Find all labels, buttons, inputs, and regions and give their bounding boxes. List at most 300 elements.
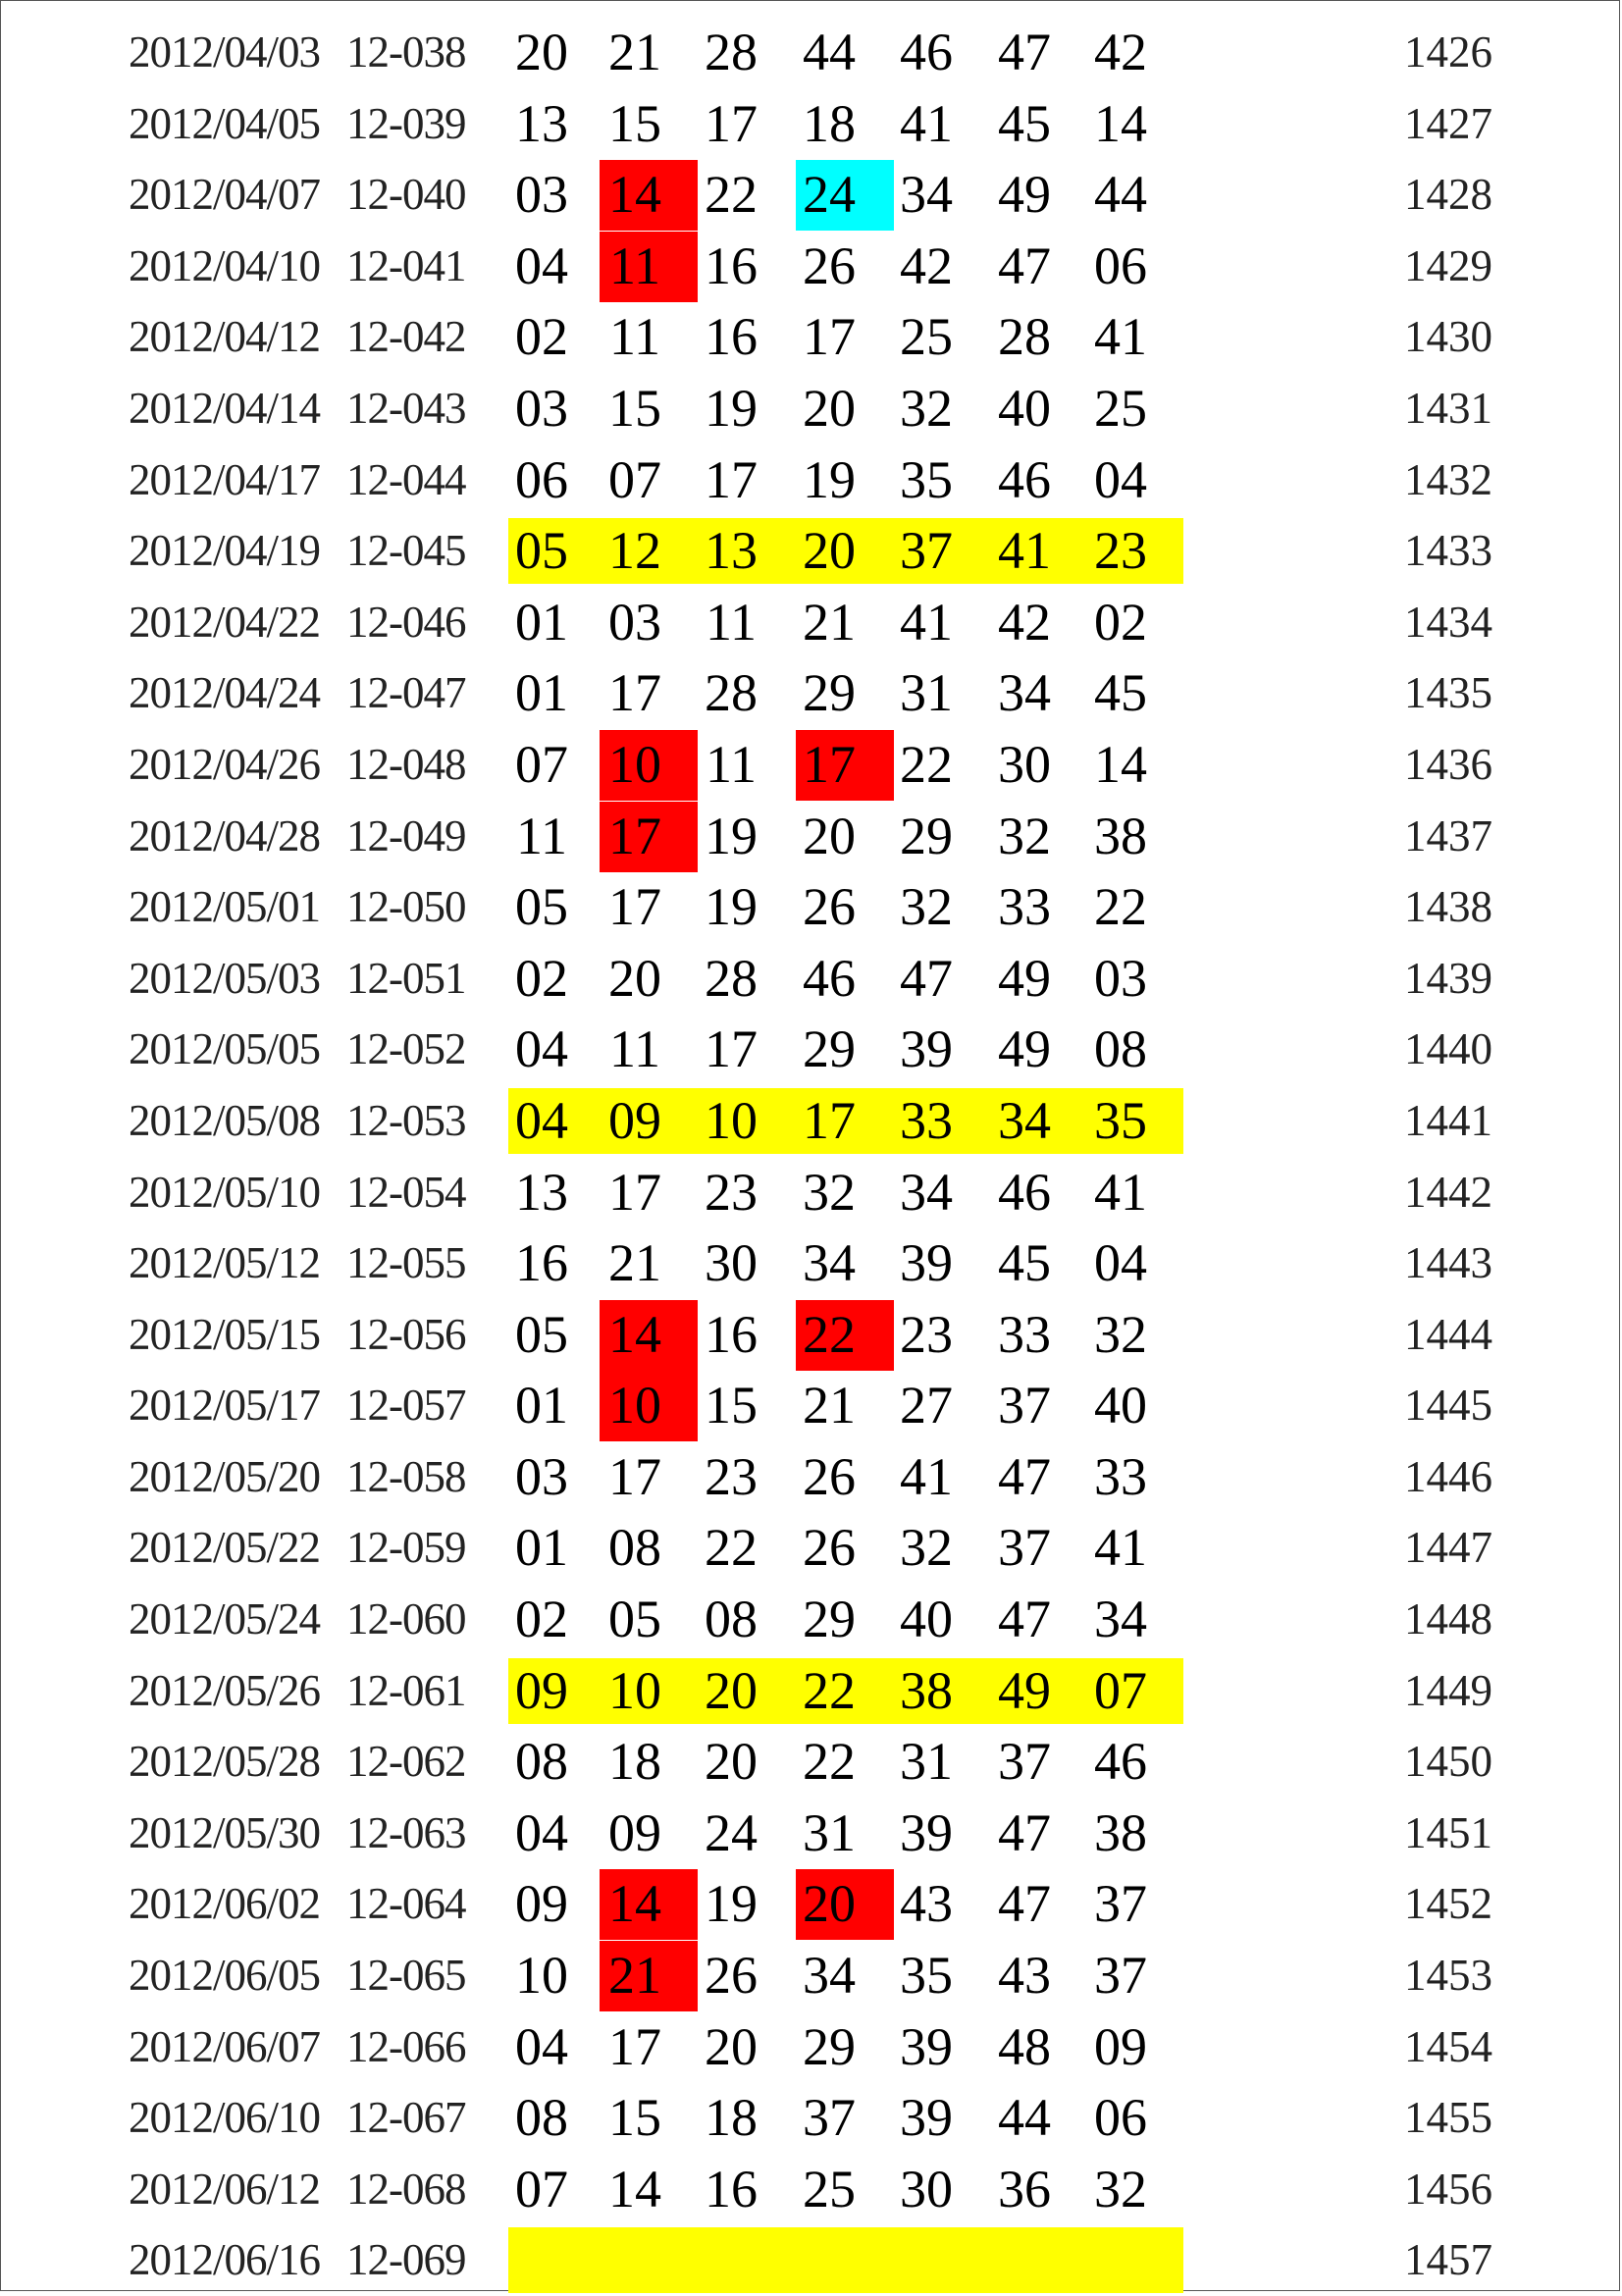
drawn-number: 34 — [900, 165, 953, 225]
drawn-number: 04 — [515, 235, 568, 295]
drawn-number: 14 — [1094, 734, 1147, 794]
drawn-number: 07 — [515, 734, 568, 794]
drawn-number: 17 — [705, 1019, 758, 1079]
drawn-number: 43 — [998, 1946, 1051, 2006]
table-row — [1, 1512, 1621, 1584]
drawn-number: 47 — [998, 1802, 1051, 1862]
issue-number: 12-064 — [346, 1879, 466, 1929]
table-row — [1, 444, 1621, 516]
drawn-number: 34 — [998, 663, 1051, 723]
sequence-number: 1431 — [1404, 383, 1492, 433]
table-row — [1, 1868, 1621, 1940]
drawn-number: 18 — [803, 93, 856, 153]
drawn-number: 07 — [608, 449, 661, 509]
drawn-number: 16 — [515, 1233, 568, 1293]
drawn-number: 28 — [998, 307, 1051, 367]
drawn-number: 15 — [608, 93, 661, 153]
drawn-number: 46 — [900, 23, 953, 81]
drawn-number: 03 — [515, 165, 568, 225]
drawn-number: 20 — [705, 1660, 758, 1720]
drawn-number: 37 — [998, 1518, 1051, 1578]
sequence-number: 1438 — [1404, 882, 1492, 932]
drawn-number: 04 — [1094, 449, 1147, 509]
table-row — [1, 1157, 1621, 1228]
drawn-number: 41 — [900, 592, 953, 652]
drawn-number: 34 — [900, 1162, 953, 1222]
sequence-number: 1450 — [1404, 1737, 1492, 1787]
sequence-number: 1432 — [1404, 454, 1492, 504]
issue-number: 12-040 — [346, 170, 466, 220]
drawn-number: 03 — [515, 378, 568, 438]
sequence-number: 1447 — [1404, 1523, 1492, 1573]
drawn-number: 17 — [608, 2016, 661, 2076]
table-row — [1, 1798, 1621, 1869]
drawn-number: 04 — [515, 1090, 568, 1150]
drawn-number: 47 — [998, 1590, 1051, 1649]
drawn-number: 32 — [1094, 2159, 1147, 2218]
issue-number: 12-058 — [346, 1451, 466, 1501]
drawn-number: 01 — [515, 1376, 568, 1435]
drawn-number: 07 — [1094, 1660, 1147, 1720]
drawn-number: 24 — [803, 165, 856, 225]
draw-date: 2012/06/02 — [129, 1879, 321, 1929]
drawn-number: 09 — [515, 1874, 568, 1934]
drawn-number: 12 — [608, 521, 661, 581]
draw-date: 2012/04/26 — [129, 739, 321, 789]
drawn-number: 29 — [900, 806, 953, 865]
drawn-number: 21 — [608, 1946, 661, 2006]
drawn-number: 14 — [608, 1874, 661, 1934]
table-row — [1, 801, 1621, 872]
draw-date: 2012/04/05 — [129, 98, 321, 148]
drawn-number: 09 — [1094, 2016, 1147, 2076]
table-row — [1, 1441, 1621, 1513]
drawn-number: 08 — [515, 1732, 568, 1792]
drawn-number: 29 — [803, 1590, 856, 1649]
issue-number: 12-043 — [346, 383, 466, 433]
drawn-number: 37 — [803, 2088, 856, 2148]
drawn-number: 11 — [609, 307, 660, 367]
drawn-number: 44 — [998, 2088, 1051, 2148]
drawn-number: 11 — [609, 235, 660, 295]
issue-number: 12-049 — [346, 810, 466, 861]
drawn-number: 08 — [608, 1518, 661, 1578]
drawn-number: 32 — [900, 378, 953, 438]
drawn-number: 19 — [705, 378, 758, 438]
drawn-number: 13 — [515, 1162, 568, 1222]
sequence-number: 1446 — [1404, 1451, 1492, 1501]
sequence-number: 1449 — [1404, 1665, 1492, 1715]
table-row — [1, 231, 1621, 302]
table-row — [1, 1726, 1621, 1798]
draw-date: 2012/04/22 — [129, 597, 321, 647]
results-table — [1, 17, 1621, 2296]
drawn-number: 20 — [705, 1732, 758, 1792]
drawn-number: 16 — [705, 1304, 758, 1364]
drawn-number: 23 — [900, 1304, 953, 1364]
drawn-number: 23 — [705, 1162, 758, 1222]
issue-number: 12-042 — [346, 312, 466, 362]
draw-date: 2012/05/30 — [129, 1807, 321, 1857]
draw-date: 2012/06/07 — [129, 2021, 321, 2071]
drawn-number: 02 — [515, 948, 568, 1008]
drawn-number: 13 — [515, 93, 568, 153]
sequence-number: 1451 — [1404, 1807, 1492, 1857]
drawn-number: 19 — [803, 449, 856, 509]
drawn-number: 06 — [1094, 235, 1147, 295]
issue-number: 12-069 — [346, 2235, 466, 2285]
drawn-number: 15 — [608, 2088, 661, 2148]
draw-date: 2012/04/17 — [129, 454, 321, 504]
drawn-number: 22 — [803, 1732, 856, 1792]
sequence-number: 1445 — [1404, 1381, 1492, 1431]
draw-date: 2012/05/12 — [129, 1238, 321, 1288]
drawn-number: 16 — [705, 307, 758, 367]
drawn-number: 23 — [705, 1446, 758, 1506]
drawn-number: 10 — [515, 1946, 568, 2006]
drawn-number: 09 — [515, 1660, 568, 1720]
table-row — [1, 1370, 1621, 1441]
drawn-number: 22 — [1094, 877, 1147, 937]
table-row — [1, 301, 1621, 373]
issue-number: 12-065 — [346, 1951, 466, 2001]
drawn-number: 39 — [900, 1233, 953, 1293]
drawn-number: 41 — [1094, 307, 1147, 367]
drawn-number: 49 — [998, 948, 1051, 1008]
sequence-number: 1428 — [1404, 170, 1492, 220]
table-row — [1, 88, 1621, 160]
drawn-number: 11 — [609, 1019, 660, 1079]
drawn-number: 08 — [1094, 1019, 1147, 1079]
draw-date: 2012/06/12 — [129, 2164, 321, 2214]
drawn-number: 04 — [515, 2016, 568, 2076]
table-row — [1, 1584, 1621, 1655]
draw-date: 2012/04/12 — [129, 312, 321, 362]
draw-date: 2012/06/10 — [129, 2093, 321, 2143]
drawn-number: 01 — [515, 1518, 568, 1578]
issue-number: 12-047 — [346, 668, 466, 718]
sequence-number: 1439 — [1404, 953, 1492, 1003]
drawn-number: 33 — [900, 1090, 953, 1150]
drawn-number: 30 — [705, 1233, 758, 1293]
drawn-number: 22 — [705, 165, 758, 225]
sequence-number: 1454 — [1404, 2021, 1492, 2071]
table-row — [1, 1227, 1621, 1299]
drawn-number: 31 — [900, 1732, 953, 1792]
table-row — [1, 159, 1621, 231]
issue-number: 12-068 — [346, 2164, 466, 2214]
drawn-number: 45 — [998, 1233, 1051, 1293]
drawn-number: 47 — [998, 235, 1051, 295]
issue-number: 12-046 — [346, 597, 466, 647]
drawn-number: 23 — [1094, 521, 1147, 581]
drawn-number: 35 — [900, 1946, 953, 2006]
drawn-number: 37 — [1094, 1874, 1147, 1934]
drawn-number: 20 — [515, 23, 568, 81]
drawn-number: 04 — [1094, 1233, 1147, 1293]
draw-date: 2012/04/14 — [129, 383, 321, 433]
drawn-number: 28 — [705, 948, 758, 1008]
drawn-number: 46 — [1094, 1732, 1147, 1792]
drawn-number: 29 — [803, 2016, 856, 2076]
drawn-number: 40 — [1094, 1376, 1147, 1435]
drawn-number: 30 — [900, 2159, 953, 2218]
drawn-number: 19 — [705, 1874, 758, 1934]
drawn-number: 42 — [998, 592, 1051, 652]
drawn-number: 38 — [1094, 1802, 1147, 1862]
drawn-number: 18 — [705, 2088, 758, 2148]
drawn-number: 34 — [998, 1090, 1051, 1150]
drawn-number: 07 — [515, 2159, 568, 2218]
sequence-number: 1441 — [1404, 1095, 1492, 1145]
drawn-number: 33 — [998, 1304, 1051, 1364]
table-row — [1, 373, 1621, 444]
drawn-number: 47 — [998, 23, 1051, 81]
draw-date: 2012/05/28 — [129, 1737, 321, 1787]
drawn-number: 21 — [803, 1376, 856, 1435]
drawn-number: 17 — [803, 1090, 856, 1150]
drawn-number: 26 — [803, 1518, 856, 1578]
drawn-number: 41 — [900, 93, 953, 153]
issue-number: 12-056 — [346, 1309, 466, 1359]
table-row — [1, 1085, 1621, 1157]
drawn-number: 41 — [1094, 1162, 1147, 1222]
drawn-number: 29 — [803, 1019, 856, 1079]
drawn-number: 15 — [608, 378, 661, 438]
draw-date: 2012/05/01 — [129, 882, 321, 932]
sequence-number: 1455 — [1404, 2093, 1492, 2143]
sequence-number: 1456 — [1404, 2164, 1492, 2214]
drawn-number: 10 — [608, 734, 661, 794]
sequence-number: 1436 — [1404, 739, 1492, 789]
drawn-number: 38 — [900, 1660, 953, 1720]
table-row — [1, 871, 1621, 943]
drawn-number: 30 — [998, 734, 1051, 794]
sequence-number: 1433 — [1404, 526, 1492, 576]
drawn-number: 38 — [1094, 806, 1147, 865]
sequence-number: 1443 — [1404, 1238, 1492, 1288]
draw-date: 2012/05/05 — [129, 1024, 321, 1074]
sequence-number: 1448 — [1404, 1594, 1492, 1644]
drawn-number: 32 — [998, 806, 1051, 865]
issue-number: 12-044 — [346, 454, 466, 504]
drawn-number: 10 — [608, 1660, 661, 1720]
yellow-highlight-band — [508, 2227, 1183, 2293]
drawn-number: 15 — [705, 1376, 758, 1435]
drawn-number: 08 — [515, 2088, 568, 2148]
drawn-number: 35 — [1094, 1090, 1147, 1150]
drawn-number: 04 — [515, 1019, 568, 1079]
drawn-number: 19 — [705, 806, 758, 865]
drawn-number: 10 — [705, 1090, 758, 1150]
drawn-number: 32 — [1094, 1304, 1147, 1364]
drawn-number: 44 — [1094, 165, 1147, 225]
drawn-number: 06 — [515, 449, 568, 509]
drawn-number: 02 — [1094, 592, 1147, 652]
drawn-number: 36 — [998, 2159, 1051, 2218]
table-row — [1, 2224, 1621, 2296]
draw-date: 2012/04/28 — [129, 810, 321, 861]
drawn-number: 27 — [900, 1376, 953, 1435]
drawn-number: 02 — [515, 307, 568, 367]
drawn-number: 03 — [515, 1446, 568, 1506]
drawn-number: 40 — [998, 378, 1051, 438]
drawn-number: 46 — [998, 1162, 1051, 1222]
drawn-number: 21 — [608, 23, 661, 81]
drawn-number: 11 — [706, 734, 757, 794]
drawn-number: 16 — [705, 2159, 758, 2218]
drawn-number: 13 — [705, 521, 758, 581]
drawn-number: 44 — [803, 23, 856, 81]
drawn-number: 17 — [608, 1162, 661, 1222]
draw-date: 2012/04/03 — [129, 27, 321, 77]
issue-number: 12-057 — [346, 1381, 466, 1431]
drawn-number: 17 — [608, 1446, 661, 1506]
sequence-number: 1437 — [1404, 810, 1492, 861]
drawn-number: 17 — [803, 734, 856, 794]
drawn-number: 20 — [803, 521, 856, 581]
draw-date: 2012/05/22 — [129, 1523, 321, 1573]
drawn-number: 26 — [705, 1946, 758, 2006]
drawn-number: 42 — [900, 235, 953, 295]
drawn-number: 49 — [998, 1019, 1051, 1079]
issue-number: 12-038 — [346, 27, 466, 77]
drawn-number: 22 — [900, 734, 953, 794]
table-row — [1, 2082, 1621, 2154]
sequence-number: 1426 — [1404, 27, 1492, 77]
table-row — [1, 17, 1621, 88]
drawn-number: 26 — [803, 235, 856, 295]
drawn-number: 09 — [608, 1802, 661, 1862]
drawn-number: 09 — [608, 1090, 661, 1150]
draw-date: 2012/04/10 — [129, 240, 321, 290]
drawn-number: 37 — [1094, 1946, 1147, 2006]
drawn-number: 18 — [608, 1732, 661, 1792]
draw-date: 2012/05/10 — [129, 1167, 321, 1217]
drawn-number: 03 — [1094, 948, 1147, 1008]
sequence-number: 1430 — [1404, 312, 1492, 362]
drawn-number: 48 — [998, 2016, 1051, 2076]
table-row — [1, 657, 1621, 729]
drawn-number: 40 — [900, 1590, 953, 1649]
issue-number: 12-062 — [346, 1737, 466, 1787]
drawn-number: 10 — [608, 1376, 661, 1435]
sequence-number: 1453 — [1404, 1951, 1492, 2001]
draw-date: 2012/05/17 — [129, 1381, 321, 1431]
sequence-number: 1444 — [1404, 1309, 1492, 1359]
drawn-number: 21 — [608, 1233, 661, 1293]
sequence-number: 1429 — [1404, 240, 1492, 290]
table-row — [1, 515, 1621, 587]
draw-date: 2012/05/26 — [129, 1665, 321, 1715]
drawn-number: 11 — [516, 806, 567, 865]
table-row — [1, 587, 1621, 658]
drawn-number: 46 — [803, 948, 856, 1008]
sequence-number: 1452 — [1404, 1879, 1492, 1929]
table-row — [1, 1014, 1621, 1085]
drawn-number: 14 — [608, 1304, 661, 1364]
drawn-number: 25 — [803, 2159, 856, 2218]
draw-date: 2012/04/07 — [129, 170, 321, 220]
drawn-number: 33 — [998, 877, 1051, 937]
issue-number: 12-053 — [346, 1095, 466, 1145]
drawn-number: 35 — [900, 449, 953, 509]
drawn-number: 21 — [803, 592, 856, 652]
table-row — [1, 2154, 1621, 2225]
drawn-number: 02 — [515, 1590, 568, 1649]
draw-date: 2012/06/05 — [129, 1951, 321, 2001]
issue-number: 12-066 — [346, 2021, 466, 2071]
sequence-number: 1457 — [1404, 2235, 1492, 2285]
drawn-number: 05 — [515, 1304, 568, 1364]
table-row — [1, 1940, 1621, 2011]
drawn-number: 28 — [705, 23, 758, 81]
drawn-number: 20 — [608, 948, 661, 1008]
drawn-number: 17 — [608, 663, 661, 723]
drawn-number: 01 — [515, 663, 568, 723]
table-row — [1, 729, 1621, 801]
draw-date: 2012/06/16 — [129, 2235, 321, 2285]
drawn-number: 19 — [705, 877, 758, 937]
drawn-number: 34 — [1094, 1590, 1147, 1649]
drawn-number: 20 — [803, 1874, 856, 1934]
drawn-number: 39 — [900, 2088, 953, 2148]
drawn-number: 29 — [803, 663, 856, 723]
drawn-number: 49 — [998, 165, 1051, 225]
drawn-number: 11 — [706, 592, 757, 652]
drawn-number: 14 — [1094, 93, 1147, 153]
draw-date: 2012/05/15 — [129, 1309, 321, 1359]
drawn-number: 28 — [705, 663, 758, 723]
drawn-number: 17 — [608, 877, 661, 937]
issue-number: 12-048 — [346, 739, 466, 789]
issue-number: 12-054 — [346, 1167, 466, 1217]
sequence-number: 1434 — [1404, 597, 1492, 647]
drawn-number: 37 — [998, 1376, 1051, 1435]
drawn-number: 17 — [803, 307, 856, 367]
issue-number: 12-067 — [346, 2093, 466, 2143]
drawn-number: 04 — [515, 1802, 568, 1862]
issue-number: 12-039 — [346, 98, 466, 148]
sequence-number: 1427 — [1404, 98, 1492, 148]
drawn-number: 47 — [998, 1874, 1051, 1934]
drawn-number: 05 — [515, 877, 568, 937]
drawn-number: 26 — [803, 877, 856, 937]
draw-date: 2012/05/03 — [129, 953, 321, 1003]
sequence-number: 1442 — [1404, 1167, 1492, 1217]
drawn-number: 05 — [608, 1590, 661, 1649]
drawn-number: 41 — [998, 521, 1051, 581]
issue-number: 12-063 — [346, 1807, 466, 1857]
drawn-number: 25 — [1094, 378, 1147, 438]
issue-number: 12-052 — [346, 1024, 466, 1074]
drawn-number: 41 — [1094, 1518, 1147, 1578]
drawn-number: 47 — [900, 948, 953, 1008]
drawn-number: 01 — [515, 592, 568, 652]
draw-date: 2012/04/19 — [129, 526, 321, 576]
drawn-number: 16 — [705, 235, 758, 295]
drawn-number: 46 — [998, 449, 1051, 509]
drawn-number: 20 — [803, 378, 856, 438]
drawn-number: 47 — [998, 1446, 1051, 1506]
drawn-number: 49 — [998, 1660, 1051, 1720]
drawn-number: 22 — [803, 1304, 856, 1364]
issue-number: 12-045 — [346, 526, 466, 576]
drawn-number: 14 — [608, 165, 661, 225]
sequence-number: 1435 — [1404, 668, 1492, 718]
drawn-number: 17 — [608, 806, 661, 865]
drawn-number: 43 — [900, 1874, 953, 1934]
